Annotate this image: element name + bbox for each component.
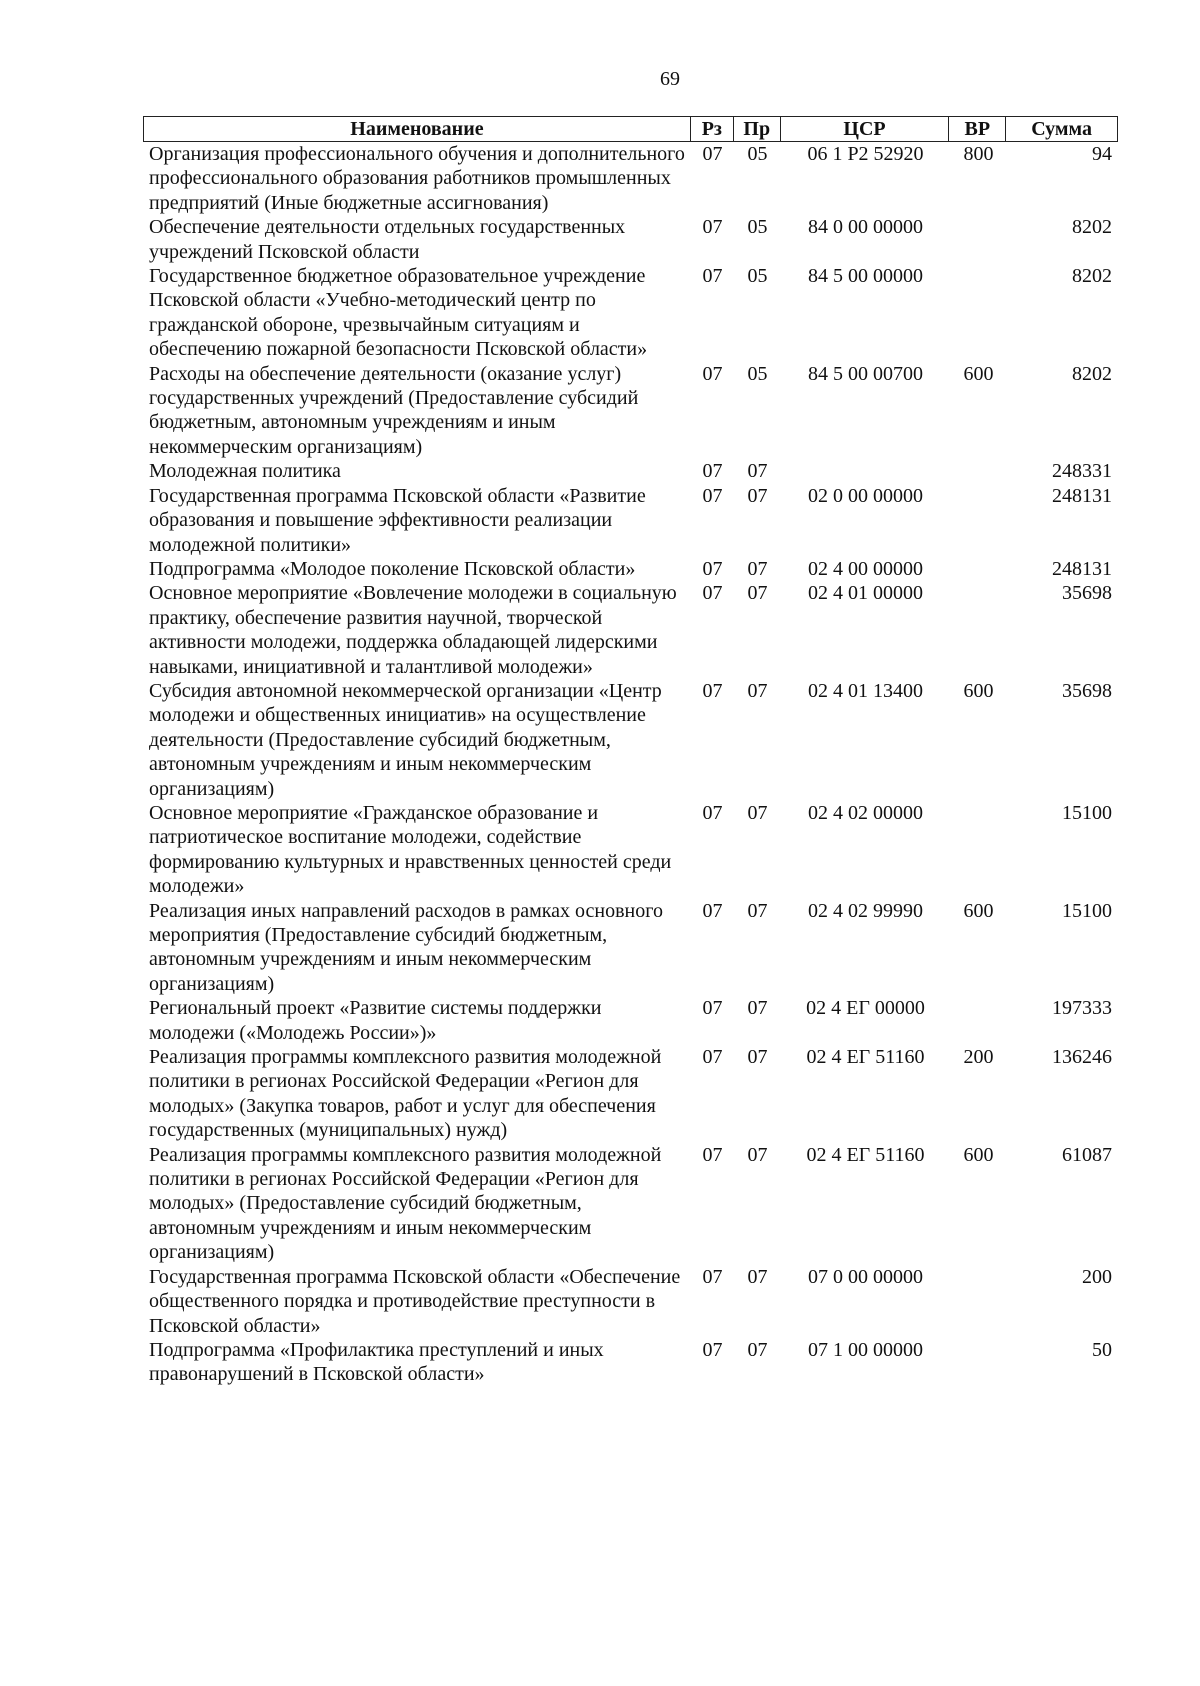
table-row [143, 996, 1118, 1045]
cell-vr [950, 264, 1007, 362]
table-row [143, 362, 1118, 460]
cell-vr [950, 459, 1007, 483]
cell-pr: 05 [747, 216, 768, 239]
cell-name: Государственная программа Псковской области «Развитие образования и повышение эффективности реализации молодежной политики» [149, 484, 646, 556]
cell-vr [950, 581, 1007, 679]
cell-sum: 136246 [1052, 1046, 1112, 1069]
cell-rz: 07 [702, 484, 723, 507]
cell-csr: 02 4 01 13400 [808, 679, 923, 702]
cell-csr: 02 4 ЕГ 00000 [806, 997, 925, 1020]
cell-vr: 600 [963, 1143, 994, 1166]
cell-sum: 15100 [1062, 899, 1112, 922]
cell-rz: 07 [702, 801, 723, 824]
cell-sum: 94 [1092, 143, 1112, 165]
table-row [143, 801, 1118, 899]
cell-sum: 248131 [1052, 557, 1112, 580]
cell-pr: 07 [747, 801, 768, 824]
header-name: Наименование [144, 117, 691, 141]
cell-csr: 84 0 00 00000 [808, 216, 923, 239]
cell-rz: 07 [702, 265, 723, 288]
table-row [143, 142, 1118, 215]
cell-sum: 248331 [1052, 460, 1112, 483]
table-row [143, 679, 1118, 801]
cell-name: Основное мероприятие «Вовлечение молодежи в социальную практику, обеспечение развития научной, творческой активности молодежи, поддержка обладающей лидерскими навыками, инициативной и талантливой молодежи» [149, 582, 677, 678]
cell-sum: 61087 [1062, 1143, 1112, 1166]
cell-name: Реализация программы комплексного развития молодежной политики в регионах Российской Федерации «Регион для молодых» (Закупка товаров, работ и услуг для обеспечения государственных (муниципальных) нужд) [149, 1046, 662, 1142]
cell-vr [950, 996, 1007, 1045]
cell-name: Подпрограмма «Профилактика преступлений и иных правонарушений в Псковской области» [149, 1338, 604, 1386]
cell-name: Государственная программа Псковской области «Обеспечение общественного порядка и противодействие преступности в Псковской области» [149, 1265, 681, 1337]
header-sum: Сумма [1031, 118, 1093, 140]
cell-pr: 07 [747, 997, 768, 1020]
cell-name: Субсидия автономной некоммерческой организации «Центр молодежи и общественных инициатив» на осуществление деятельности (Предоставление субсидий бюджетным, автономным учреждениям и иным некоммерческим организациям) [149, 679, 662, 800]
cell-rz: 07 [702, 460, 723, 483]
cell-name: Реализация программы комплексного развития молодежной политики в регионах Российской Федерации «Регион для молодых» (Предоставление субсидий бюджетным, автономным учреждениям и иным некоммерческим организациям) [149, 1143, 662, 1264]
cell-csr: 02 4 00 00000 [808, 557, 923, 580]
cell-pr: 05 [747, 143, 768, 165]
cell-pr: 05 [747, 362, 768, 385]
cell-sum: 248131 [1052, 484, 1112, 507]
cell-pr: 07 [747, 899, 768, 922]
cell-pr: 07 [747, 1338, 768, 1361]
cell-sum: 35698 [1062, 679, 1112, 702]
cell-rz: 07 [702, 679, 723, 702]
table-row [143, 1143, 1118, 1265]
table-body [143, 142, 1118, 1387]
cell-pr: 07 [747, 679, 768, 702]
cell-rz: 07 [702, 582, 723, 605]
cell-name: Молодежная политика [149, 460, 341, 483]
cell-name: Расходы на обеспечение деятельности (оказание услуг) государственных учреждений (Предоставление субсидий бюджетным, автономным учреждениям и иным некоммерческим организациям) [149, 362, 639, 458]
cell-name: Основное мероприятие «Гражданское образование и патриотическое воспитание молодежи, содействие формированию культурных и нравственных ценностей среди молодежи» [149, 801, 672, 898]
cell-rz: 07 [702, 1265, 723, 1288]
cell-sum: 8202 [1072, 362, 1112, 385]
cell-vr: 600 [963, 899, 994, 922]
cell-sum: 200 [1082, 1265, 1112, 1288]
budget-table [143, 116, 1118, 1387]
cell-csr: 84 5 00 00700 [808, 362, 923, 385]
cell-pr: 07 [747, 460, 768, 483]
table-row [143, 264, 1118, 362]
table-row [143, 581, 1118, 679]
cell-csr: 02 4 01 00000 [808, 582, 923, 605]
cell-vr [950, 801, 1007, 899]
cell-csr [781, 459, 950, 483]
cell-csr: 02 4 ЕГ 51160 [806, 1143, 925, 1166]
cell-vr [950, 1265, 1007, 1338]
header-vr: ВР [949, 117, 1006, 141]
cell-sum: 50 [1092, 1338, 1112, 1361]
cell-pr: 07 [747, 1265, 768, 1288]
cell-vr: 600 [963, 679, 994, 702]
cell-sum: 35698 [1062, 582, 1112, 605]
table-row [143, 215, 1118, 264]
cell-name: Подпрограмма «Молодое поколение Псковской области» [149, 557, 636, 580]
cell-csr: 02 4 02 99990 [808, 899, 923, 922]
cell-rz: 07 [702, 899, 723, 922]
table-row [143, 899, 1118, 997]
cell-rz: 07 [702, 1143, 723, 1166]
cell-rz: 07 [702, 216, 723, 239]
table-header [143, 116, 1118, 142]
header-pr: Пр [734, 117, 781, 141]
header-rz: Рз [691, 117, 734, 141]
cell-name: Государственное бюджетное образовательное учреждение Псковской области «Учебно-методический центр по гражданской обороне, чрезвычайным ситуациям и обеспечению пожарной безопасности Псковской области» [149, 265, 648, 361]
cell-rz: 07 [702, 557, 723, 580]
cell-rz: 07 [702, 997, 723, 1020]
cell-csr: 02 0 00 00000 [808, 484, 923, 507]
cell-pr: 07 [747, 1046, 768, 1069]
cell-vr [950, 557, 1007, 581]
page-number: 69 [660, 68, 680, 90]
table-row [143, 557, 1118, 581]
cell-vr [950, 1338, 1007, 1387]
cell-csr: 07 1 00 00000 [808, 1338, 923, 1361]
cell-vr [950, 215, 1007, 264]
cell-name: Организация профессионального обучения и дополнительного профессионального образования работников промышленных предприятий (Иные бюджетные ассигнования) [149, 143, 685, 214]
table-row [143, 484, 1118, 557]
cell-pr: 07 [747, 1143, 768, 1166]
cell-csr: 02 4 02 00000 [808, 801, 923, 824]
table-row [143, 1265, 1118, 1338]
cell-csr: 07 0 00 00000 [808, 1265, 923, 1288]
header-csr: ЦСР [781, 117, 950, 141]
cell-csr: 02 4 ЕГ 51160 [806, 1046, 925, 1069]
cell-vr [950, 484, 1007, 557]
cell-pr: 05 [747, 265, 768, 288]
table-row [143, 459, 1118, 483]
cell-sum: 8202 [1072, 216, 1112, 239]
cell-name: Региональный проект «Развитие системы поддержки молодежи («Молодежь России»)» [149, 997, 602, 1044]
cell-csr: 84 5 00 00000 [808, 265, 923, 288]
cell-sum: 8202 [1072, 265, 1112, 288]
cell-sum: 197333 [1052, 997, 1112, 1020]
cell-pr: 07 [747, 582, 768, 605]
cell-vr: 200 [963, 1046, 994, 1069]
cell-vr: 600 [963, 362, 994, 385]
cell-name: Реализация иных направлений расходов в рамках основного мероприятия (Предоставление субсидий бюджетным, автономным учреждениям и иным некоммерческим организациям) [149, 899, 663, 995]
cell-rz: 07 [702, 1046, 723, 1069]
table-row [143, 1338, 1118, 1387]
cell-rz: 07 [702, 143, 723, 165]
cell-pr: 07 [747, 557, 768, 580]
cell-name: Обеспечение деятельности отдельных государственных учреждений Псковской области [149, 216, 626, 263]
cell-sum: 15100 [1062, 801, 1112, 824]
cell-vr: 800 [963, 143, 994, 165]
cell-csr: 06 1 P2 52920 [807, 143, 924, 165]
table-row [143, 1045, 1118, 1143]
cell-pr: 07 [747, 484, 768, 507]
cell-rz: 07 [702, 362, 723, 385]
cell-rz: 07 [702, 1338, 723, 1361]
